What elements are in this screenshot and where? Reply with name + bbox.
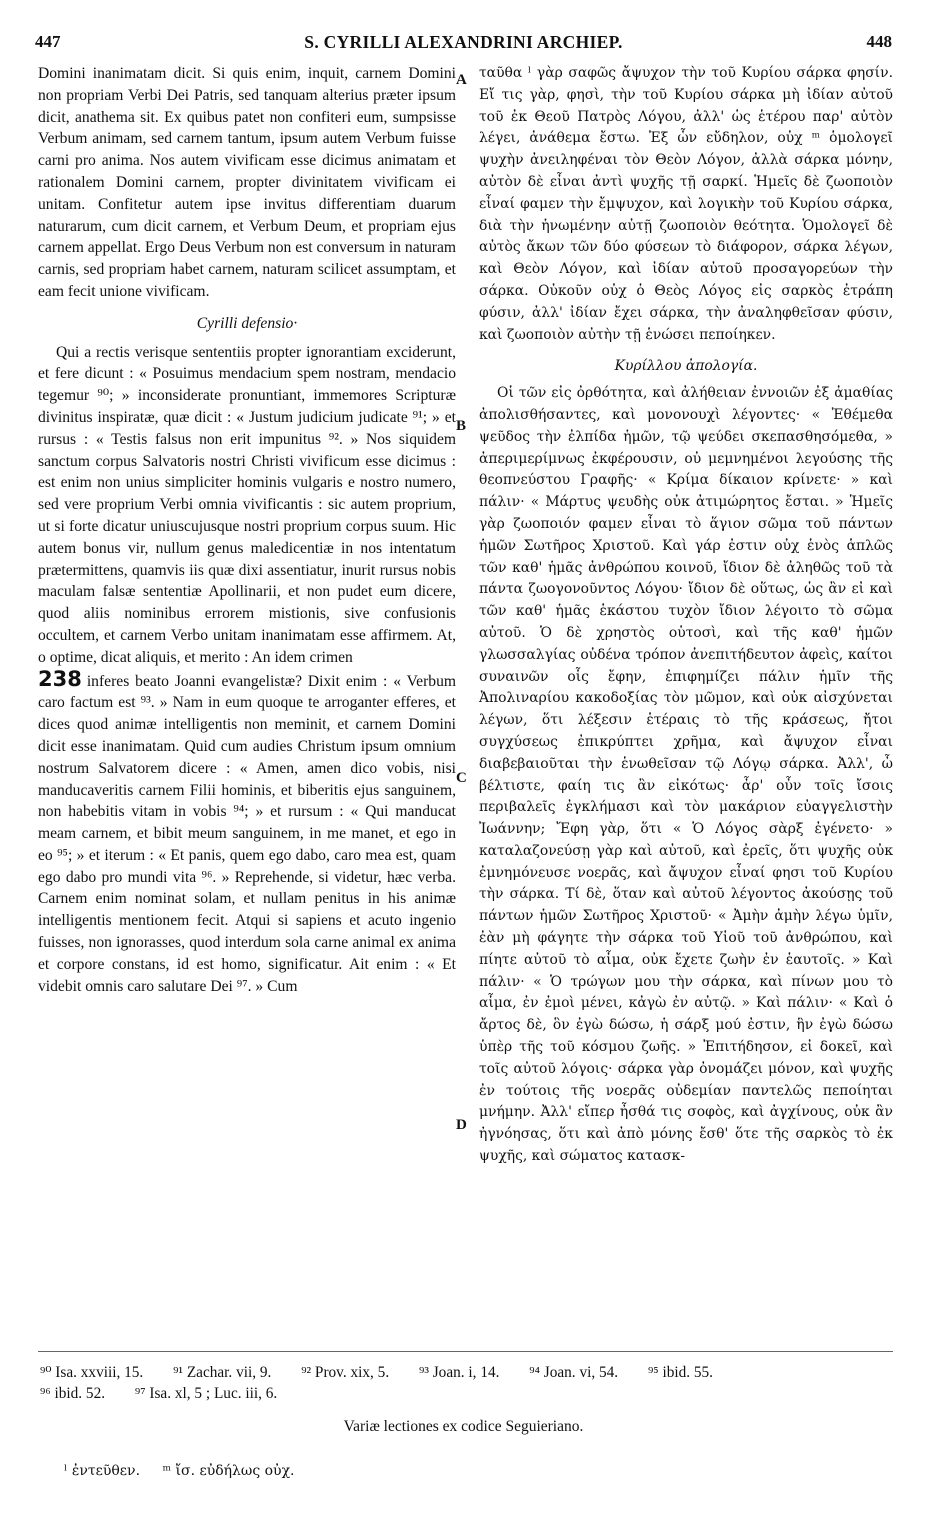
margin-letter-a: A bbox=[456, 72, 467, 88]
latin-paragraph-3 bbox=[38, 666, 456, 998]
margin-letter-c: C bbox=[456, 770, 467, 786]
variant-reading: ˡ ἐντεῦθεν. bbox=[64, 1463, 141, 1479]
running-title: S. CYRILLI ALEXANDRINI ARCHIEP. bbox=[304, 32, 623, 52]
latin-paragraph-3-text: inferes beato Joanni evangelistæ? Dixit enim : « Verbum caro factum est ⁹³. » Nam in eum quoque te arroganter efferes, et dices quod animæ intelligentis non meminit, et carnem Domini dicit esse inanimatam. Quid cum audies Christum ipsum omnium nostrum Salvatorem dicere : « Amen, amen dico vobis, nisi manducaveritis carnem Filii hominis, et biberitis ejus sanguinem, non habebitis vitam in vobis ⁹⁴; » et rursum : « Qui manducat meam carnem, et bibit meum sanguinem, in me manet, et ego in eo ⁹⁵; » et iterum : « Et panis, quem ego dabo, caro mea est, quam ego dabo pro mundi vita ⁹⁶. » Reprehende, si videtur, hæc verba. Carnem enim nominat solam, et nullam penitus in his animæ intelligentis mentionem fecit. Atqui si sapiens et acuto ingenio fuisses, non ignorasses, quod interdum sola carne animal ex anima et corpore constans, id est homo, significatur. Ait enim : « Et videbit omnis caro salutare Dei ⁹⁷. » Cum bbox=[38, 672, 456, 995]
footnote-divider bbox=[38, 1351, 893, 1352]
greek-paragraph-2: Οἱ τῶν εἰς ὀρθότητα, καὶ ἀλήθειαν ἐννοιῶν ἐξ ἀμαθίας ἀπολισθήσαντες, καὶ μονονουχὶ λέγοντες· « Ἐθέμεθα ψεῦδος τὴν ἐλπίδα ἡμῶν, τῷ ψεύδει σκεπασθησόμεθα, » ἀπεριμερίμνως ἐκφέρουσιν, οὐ μεμνημένοι λεγούσης τῆς θεοπνεύστου Γραφῆς· « Κρίμα δίκαιον κρίνετε· » καὶ πάλιν· « Μάρτυς ψευδὴς οὐκ ἀτιμώρητος ἔσται. » Ἡμεῖς γὰρ ζωοποιόν φαμεν εἶναι τὸ ἅγιον σῶμα τοῦ πάντων ἡμῶν Σωτῆρος Χριστοῦ. Καὶ γάρ ἐστιν οὐχ ἑνὸς ἁπλῶς τῶν καθ' ἡμᾶς ἀνθρώπου κοινοῦ, ἴδιον δὲ ἀληθῶς τοῦ τὰ πάντα ζωογονοῦντος Λόγου· ἴδιον δὲ οὕτως, ὡς ἂν εἰ καὶ τῶν καθ' ἡμᾶς ἑκάστου τυχὸν ἴδιον λέγοιτο τὸ σῶμα αὐτοῦ. Ὁ δὲ χρηστὸς οὑτοσὶ, καὶ τῆς καθ' ἡμῶν γλωσσαλγίας οὐδένα τρόπον ἀνεπιτήδευτον ἀφεὶς, καίτοι συναινῶν οἷς ἔφην, ἐπιφημίζει πάλιν ἡμῖν τῆς Ἀπολιναρίου κακοδοξίας τὸν μῶμον, καὶ οὐκ αἰσχύνεται λέγων, ὅτι λέξεσιν ἑτέραις τὸ τῆς κράσεως, ἤτοι συγχύσεως ἐπικρύπτει χρῆμα, καὶ ἄψυχον εἶναι διαβεβαιοῦται τὴν ἑνωθεῖσαν τῷ Λόγῳ σάρκα. Ἀλλ', ὦ βέλτιστε, φαίη τις ἂν εἰκότως· ἆρ' οὖν τοῖς ἴσοις περιβαλεῖς ἐγκλήμασι καὶ τὸν μακάριον εὐαγγελιστὴν Ἰωάννην; Ἔφη γὰρ, ὅτι « Ὁ Λόγος σὰρξ ἐγένετο· » καταλαζονεύσῃ γὰρ καὶ αὐτοῦ, καὶ ἐρεῖς, ὅτι ψυχῆς οὐκ ἐμνημόνευσε νοερᾶς, καὶ ἄψυχον εἶναί φησι τοῦ Κυρίου τὴν σάρκα. Τί δὲ, ὅταν καὶ αὐτοῦ λέγοντος ἀκούσῃς τοῦ πάντων ἡμῶν Σωτῆρος Χριστοῦ· « Ἀμὴν ἀμὴν λέγω ὑμῖν, ἐὰν μὴ φάγητε τὴν σάρκα τοῦ Υἱοῦ τοῦ ἀνθρώπου, καὶ πίητε αὐτοῦ τὸ αἷμα, οὐκ ἔχετε ζωὴν ἐν ἑαυτοῖς. » Καὶ πάλιν· « Ὁ τρώγων μου τὴν σάρκα, καὶ πίνων μου τὸ αἷμα, ἐν ἐμοὶ μένει, κἀγὼ ἐν αὐτῷ. » Καὶ πάλιν· « Καὶ ὁ ἄρτος δὲ, ὃν ἐγὼ δώσω, ἡ σάρξ μού ἐστιν, ἣν ἐγὼ δώσω ὑπὲρ τῆς τοῦ κόσμου ζωῆς. » Ἐπιτήδησον, εἰ δοκεῖ, καὶ τοῖς αὐτοῦ λόγοις· σάρκα γὰρ ὀνομάζει μόνον, καὶ ψυχῆς ἐν τούτοις τῆς νοερᾶς οὐδεμίαν παντελῶς πεποίηται μνήμην. Ἀλλ' εἴπερ ἦσθά τις σοφὸς, καὶ ἀγχίνους, οὐκ ἂν ἠγνόησας, ὅτι καὶ ἀπὸ μόνης ἔσθ' ὅτε τῆς σαρκὸς τὸ ἐκ ψυχῆς, καὶ σώματος κατασκ- bbox=[479, 385, 893, 1165]
footnote: ⁹⁴ Joan. vi, 54. bbox=[529, 1364, 619, 1381]
column-number: 238 bbox=[38, 666, 82, 691]
footnote: ⁹⁶ ibid. 52. bbox=[40, 1385, 106, 1402]
latin-section-heading: Cyrilli defensio· bbox=[196, 314, 298, 332]
greek-section-heading: Κυρίλλου ἀπολογία. bbox=[614, 358, 758, 375]
footnotes bbox=[40, 1362, 895, 1404]
footnote: ⁹³ Joan. i, 14. bbox=[418, 1364, 500, 1381]
footnote-line-1 bbox=[40, 1362, 895, 1383]
variant-readings bbox=[64, 1463, 313, 1479]
footnote: ⁹² Prov. xix, 5. bbox=[301, 1364, 390, 1381]
variae-lectiones-heading: Variæ lectiones ex codice Seguieriano. bbox=[343, 1418, 584, 1435]
footnote: ⁹⁵ ibid. 55. bbox=[647, 1364, 714, 1381]
page-number-left: 447 bbox=[35, 32, 61, 51]
page-number-right: 448 bbox=[866, 32, 892, 51]
latin-paragraph-1: Domini inanimatam dicit. Si quis enim, inquit, carnem Domini non propriam Verbi Dei Patris, sed tanquam alterius præter ipsum dicit, anathema sit. Ex quibus patet non confiteri eum, sumpsisse Verbum animam, sed carnem tantum, ipsum autem Verbum fuisse carni pro anima. Nos autem vivificam esse dicimus animatam et rationalem Domini carnem, propter divinitatem vivificam ei unitam. Confitetur autem ipse invitus differentiam duarum naturarum, cum dicit carnem, et Verbum Deum, et propriam ejus carnem appellat. Ergo Deus Verbum non est conversum in naturam carnis, sed propriam habet carnem, naturam scilicet assumptam, et eam fecit unione vivificam. bbox=[38, 65, 456, 300]
footnote: ⁹⁷ Isa. xl, 5 ; Luc. iii, 6. bbox=[134, 1385, 278, 1402]
page-header bbox=[35, 32, 892, 56]
footnote-line-2 bbox=[40, 1383, 895, 1404]
margin-letter-b: B bbox=[456, 418, 467, 434]
latin-paragraph-2: Qui a rectis verisque sententiis propter ignorantiam exciderunt, et fere dicunt : « Posuimus mendacium spem nostram, mendacio tegemur ⁹⁰; » inconsiderate pronuntiant, immemores Scripturæ divinitus inspiratæ, quæ dicit : « Justum judicium judicate ⁹¹; » et rursus : « Testis falsus non erit impunitus ⁹². » Nos siquidem sanctum corpus Salvatoris nostri Christi vivificum esse dicimus : est enim non unius simpliciter hominis vulgaris e nostro numero, sed vere proprium Verbi omnia vivificantis : sic autem proprium, ut si forte dicatur uniuscujusque nostri proprium corpus suum. Hic autem bonus vir, nullum genus maledicentiæ in nos intentatum prætermittens, quamvis iis quæ dixi assentiatur, inurit rursus nobis maculam falsæ sententiæ Apollinarii, et non pudet eum dicere, quod aliis nominibus errorem mistionis, sive confusionis occultem, et carnem Verbo unitam inanimatam esse affirmem. At, o optime, dicat aliquis, et merito : An idem crimen bbox=[38, 343, 456, 666]
margin-letter-d: D bbox=[456, 1117, 467, 1133]
footnote: ⁹¹ Zachar. vii, 9. bbox=[173, 1364, 272, 1381]
footnote: ⁹⁰ Isa. xxviii, 15. bbox=[40, 1364, 144, 1381]
greek-column bbox=[479, 63, 893, 1168]
variant-reading: ᵐ ἴσ. εὐδήλως οὐχ. bbox=[162, 1463, 295, 1479]
latin-column bbox=[38, 63, 456, 997]
greek-paragraph-1: ταῦθα ˡ γὰρ σαφῶς ἄψυχον τὴν τοῦ Κυρίου σάρκα φησίν. Εἴ τις γὰρ, φησὶ, τὴν τοῦ Κυρίου σάρκα μὴ ἰδίαν αὐτοῦ τοῦ ἐκ Θεοῦ Πατρὸς Λόγου, ἀλλ' ὡς ἑτέρου παρ' αὐτὸν λέγει, ἀνάθεμα ἔστω. Ἐξ ὧν εὔδηλον, οὐχ ᵐ ὁμολογεῖ ψυχὴν ἀνειληφέναι τὸν Θεὸν Λόγον, ἀλλὰ σάρκα μόνην, αὐτὸν δὲ εἶναι ἀντὶ ψυχῆς τῇ σαρκί. Ἡμεῖς δὲ ζωοποιὸν εἶναί φαμεν τὴν ἔμψυχον, καὶ λογικὴν τοῦ Κυρίου σάρκα, διὰ τὴν ἡνωμένην αὐτῇ ζωοποιὸν θεότητα. Ὁμολογεῖ δὲ αὐτὸς ἄκων τῶν δύο φύσεων τὸ διάφορον, σάρκα λέγων, καὶ Θεὸν Λόγον, καὶ ἰδίαν αὐτοῦ προσαγορεύων τὴν σάρκα. Οὐκοῦν οὐχ ὁ Θεὸς Λόγος εἰς σαρκὸς ἐτράπη φύσιν, ἀλλ' ἰδίαν ἔχει σάρκα, τὴν ἀναληφθεῖσαν φύσιν, καὶ ζωοποιὸν αὐτὴν τῇ ἑνώσει πεποίηκεν. bbox=[479, 65, 893, 343]
